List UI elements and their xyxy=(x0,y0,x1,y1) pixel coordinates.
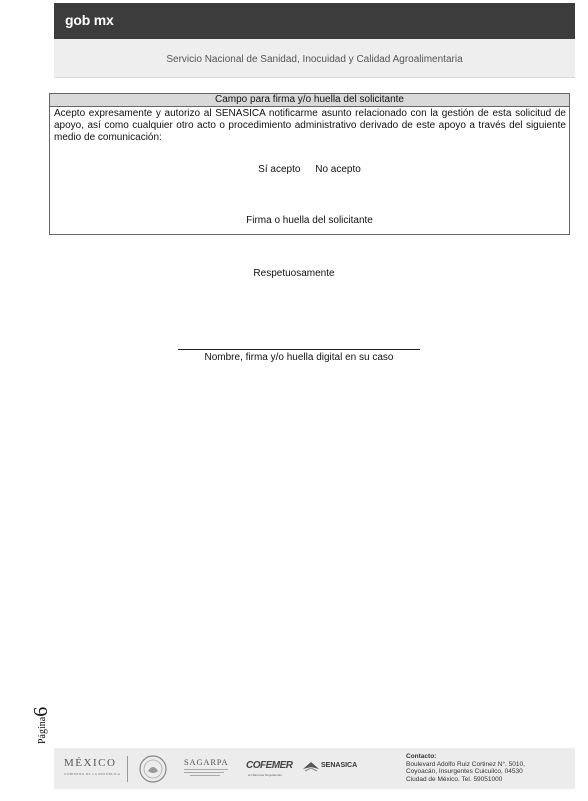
footer-bar xyxy=(54,748,575,789)
signature-box-title: Campo para firma y/o huella del solicitante xyxy=(50,94,569,107)
consent-text: Acepto expresamente y autorizo al SENASICA notificarme asunto relacionado con la gestión de esta solicitud de apoyo, así como cualquier otro acto o procedimiento administrativo derivado de este apoyo a través del siguiente medio de comunicación: xyxy=(54,108,566,143)
respectfully-text: Respetuosamente xyxy=(253,268,335,279)
contact-line: Coyoacán, Insurgentes Cuicuilco, 04530 xyxy=(406,768,523,776)
cofemer-subtitle: sin Barreras Regulatorias xyxy=(248,773,282,777)
sagarpa-subtitle-icon xyxy=(184,768,228,776)
consent-options xyxy=(50,164,569,175)
signature-field-box xyxy=(49,93,570,235)
accept-option[interactable]: Sí acepto xyxy=(258,164,301,175)
footer-divider xyxy=(127,756,128,782)
national-seal-icon xyxy=(138,754,168,784)
contact-line: Boulevard Adolfo Ruiz Cortinez N°. 5010, xyxy=(406,760,525,768)
contact-label: Contacto: xyxy=(406,753,437,760)
gobmx-logo: gob mx xyxy=(65,12,114,28)
agency-name: Servicio Nacional de Sanidad, Inocuidad y Calidad Agroalimentaria xyxy=(166,54,463,65)
signature-line-label: Nombre, firma y/o huella digital en su caso xyxy=(204,352,394,363)
sagarpa-logo: SAGARPA xyxy=(184,757,229,767)
header-bar xyxy=(54,3,575,39)
applicant-signature-label: Firma o huella del solicitante xyxy=(246,215,373,226)
mexico-logo-text: MÉXICO xyxy=(64,757,117,769)
page-number xyxy=(30,707,53,744)
contact-info xyxy=(406,753,525,783)
page-label: Página xyxy=(37,716,48,744)
cofemer-logo: COFEMER xyxy=(246,760,293,771)
gobierno-text: GOBIERNO DE LA REPÚBLICA xyxy=(64,772,121,776)
contact-line: Ciudad de México. Tel. 59051000 xyxy=(406,775,503,783)
signature-line xyxy=(178,349,420,350)
senasica-logo: SENASICA xyxy=(321,762,358,769)
page-number-value: 6 xyxy=(30,706,52,717)
senasica-logo-icon xyxy=(302,760,320,774)
header-subtitle-bar xyxy=(54,39,575,78)
decline-option[interactable]: No acepto xyxy=(315,164,361,175)
